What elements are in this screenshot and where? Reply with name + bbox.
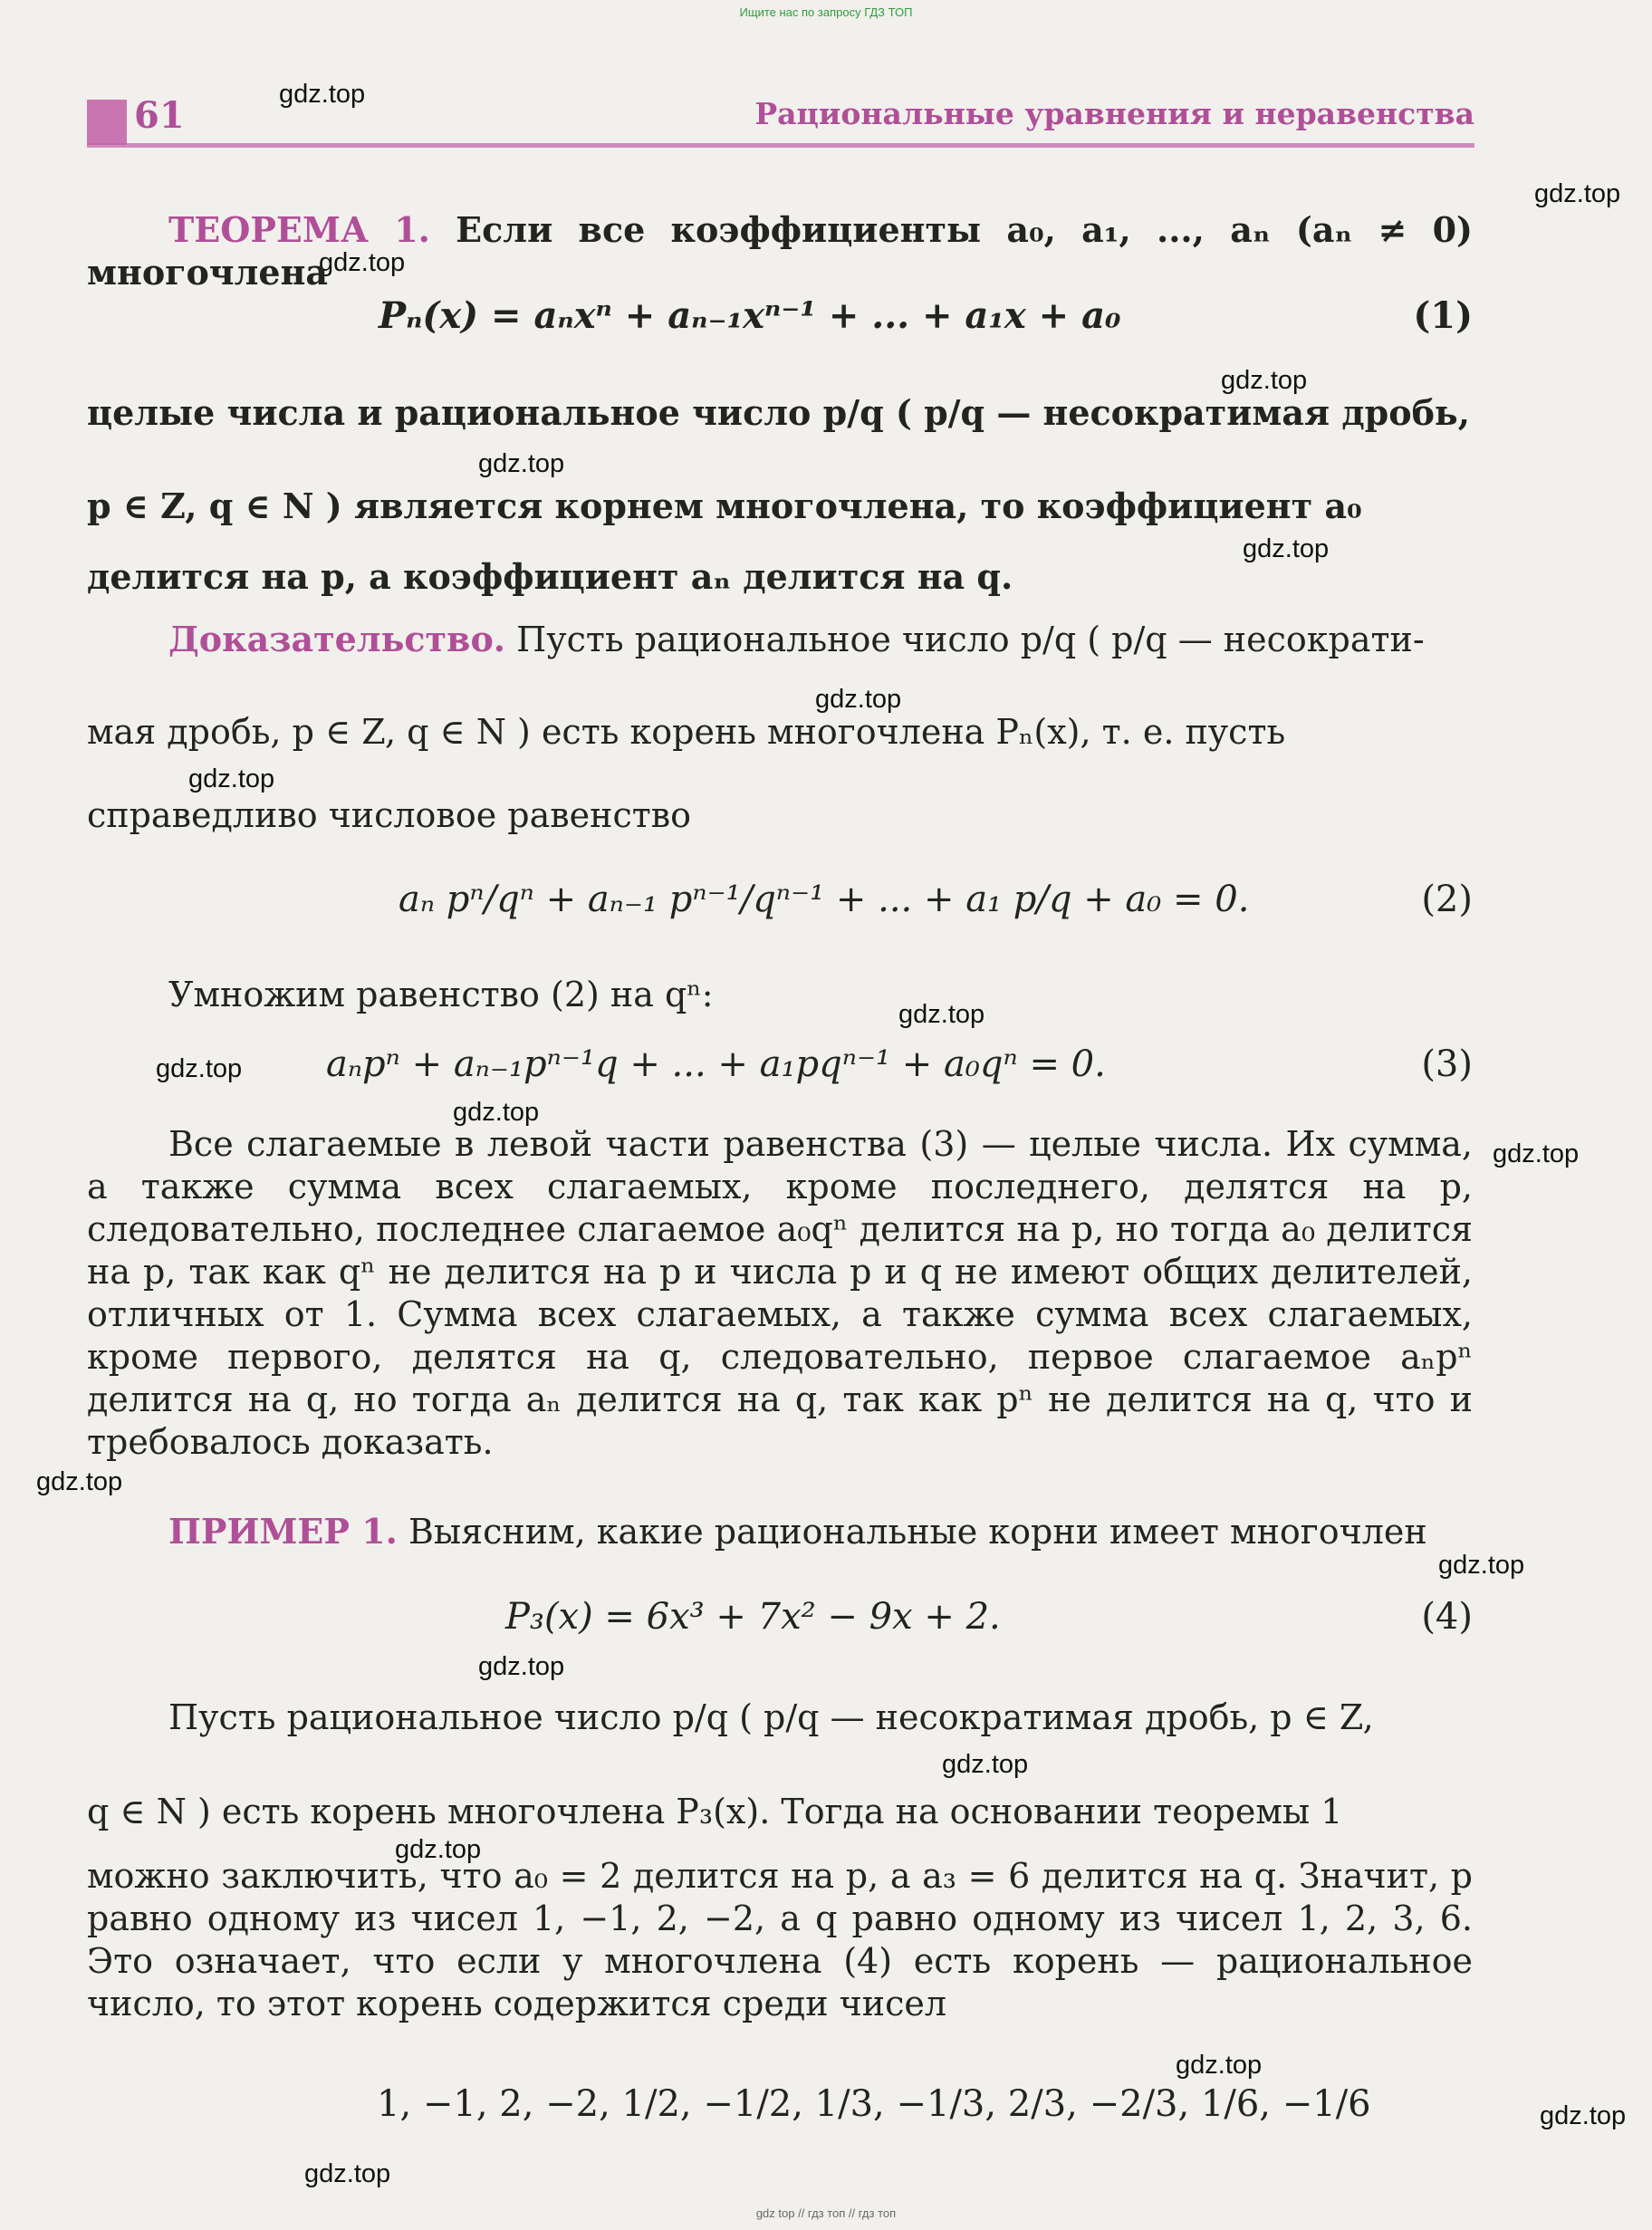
formula-1-expr: Pₙ(x) = aₙxⁿ + aₙ₋₁xⁿ⁻¹ + ... + a₁x + a₀: [379, 294, 1121, 337]
watermark: gdz.top: [156, 1054, 243, 1083]
bottom-banner: gdz top // гдз топ // гдз топ: [755, 2206, 897, 2220]
theorem-line: Если все коэффициенты a₀, a₁, ..., aₙ (aₙ ≠ 0) многочлена: [87, 209, 1474, 293]
watermark: gdz.top: [1534, 179, 1621, 208]
candidate-roots: [87, 2083, 1473, 2130]
formula-3-expr: aₙpⁿ + aₙ₋₁pⁿ⁻¹q + ... + a₁pqⁿ⁻¹ + a₀qⁿ = 0.: [326, 1043, 1106, 1085]
formula-3: [87, 1043, 1473, 1091]
proof-line: справедливо числовое равенство: [87, 795, 692, 835]
example-paragraph: [87, 1510, 1473, 1553]
watermark: gdz.top: [453, 1098, 540, 1127]
candidate-roots-list: 1, −1, 2, −2, 1/2, −1/2, 1/3, −1/3, 2/3, −2/3, 1/6, −1/6: [377, 2083, 1371, 2125]
formula-3-number: (3): [1421, 1043, 1473, 1085]
formula-4: [87, 1596, 1473, 1643]
watermark: gdz.top: [478, 449, 565, 478]
running-title: Рациональные уравнения и неравенства: [754, 96, 1474, 131]
watermark: gdz.top: [319, 248, 406, 277]
watermark: gdz.top: [304, 2159, 391, 2188]
formula-1-number: (1): [1413, 294, 1473, 337]
watermark: gdz.top: [188, 764, 275, 793]
proof-line: Умножим равенство (2) на qⁿ:: [168, 975, 714, 1014]
watermark: gdz.top: [898, 1000, 985, 1029]
watermark: gdz.top: [1540, 2101, 1627, 2130]
proof-line: Пусть рациональное число p/q ( p/q — несократи-: [505, 620, 1425, 659]
top-banner: Ищите нас по запросу ГДЗ ТОП: [739, 5, 913, 19]
formula-2-expr: aₙ pⁿ/qⁿ + aₙ₋₁ pⁿ⁻¹/qⁿ⁻¹ + ... + a₁ p/q + a₀ = 0.: [399, 879, 1250, 920]
header-rule: [87, 143, 1474, 148]
theorem-line: делится на p, а коэффициент aₙ делится на q.: [87, 556, 1013, 597]
proof-body: Все слагаемые в левой части равенства (3) — целые числа. Их сумма, а также сумма всех слагаемых, кроме последнего, делятся на p, следовательно, последнее слагаемое a₀qⁿ делится на p, но тогда a₀ делится на p, так как qⁿ не делится на p и числа p и q не имеют общих делителей, отличных от 1. Сумма всех слагаемых, а также сумма всех слагаемых, кроме первого, делятся на q, следовательно, первое слагаемое aₙpⁿ делится на q, но тогда aₙ делится на q, так как pⁿ не делится на q, что и требовалось доказать.: [87, 1124, 1473, 1462]
example-line: Выясним, какие рациональные корни имеет многочлен: [397, 1512, 1427, 1552]
watermark: gdz.top: [36, 1467, 123, 1496]
watermark: gdz.top: [478, 1652, 565, 1681]
formula-1: [87, 294, 1473, 341]
theorem-line: целые числа и рациональное число p/q ( p/q — несократимая дробь,: [87, 392, 1470, 433]
example-label: ПРИМЕР 1.: [168, 1511, 398, 1552]
page-number: 61: [134, 94, 185, 137]
formula-4-expr: P₃(x) = 6x³ + 7x² − 9x + 2.: [505, 1596, 1001, 1638]
proof-line: мая дробь, p ∈ Z, q ∈ N ) есть корень многочлена Pₙ(x), т. е. пусть: [87, 712, 1286, 752]
example-line: q ∈ N ) есть корень многочлена P₃(x). Тогда на основании теоремы 1: [87, 1792, 1343, 1831]
formula-4-number: (4): [1421, 1596, 1473, 1638]
formula-2-number: (2): [1421, 879, 1473, 920]
example-body: можно заключить, что a₀ = 2 делится на p, а a₃ = 6 делится на q. Значит, p равно одному из чисел 1, −1, 2, −2, а q равно одному из чисел 1, 2, 3, 6. Это означает, что если у многочлена (4) есть корень — рациональное число, то этот корень содержится среди чисел: [87, 1856, 1473, 2023]
watermark: gdz.top: [942, 1750, 1029, 1779]
theorem-statement: [87, 208, 1473, 293]
page-number-marker: [87, 100, 127, 145]
watermark: gdz.top: [815, 685, 902, 714]
proof-paragraph: [87, 618, 1473, 661]
example-line: Пусть рациональное число p/q ( p/q — несократимая дробь, p ∈ Z,: [168, 1697, 1374, 1737]
watermark: gdz.top: [1438, 1551, 1525, 1580]
theorem-line: p ∈ Z, q ∈ N ) является корнем многочлена, то коэффициент a₀: [87, 485, 1362, 526]
watermark: gdz.top: [1493, 1139, 1580, 1168]
watermark: gdz.top: [279, 80, 366, 109]
formula-2: [87, 879, 1473, 926]
proof-label: Доказательство.: [168, 619, 506, 659]
theorem-label: ТЕОРЕМА 1.: [168, 209, 430, 250]
watermark: gdz.top: [395, 1835, 482, 1864]
watermark: gdz.top: [1221, 366, 1308, 395]
watermark: gdz.top: [1176, 2051, 1263, 2080]
watermark: gdz.top: [1243, 534, 1330, 563]
